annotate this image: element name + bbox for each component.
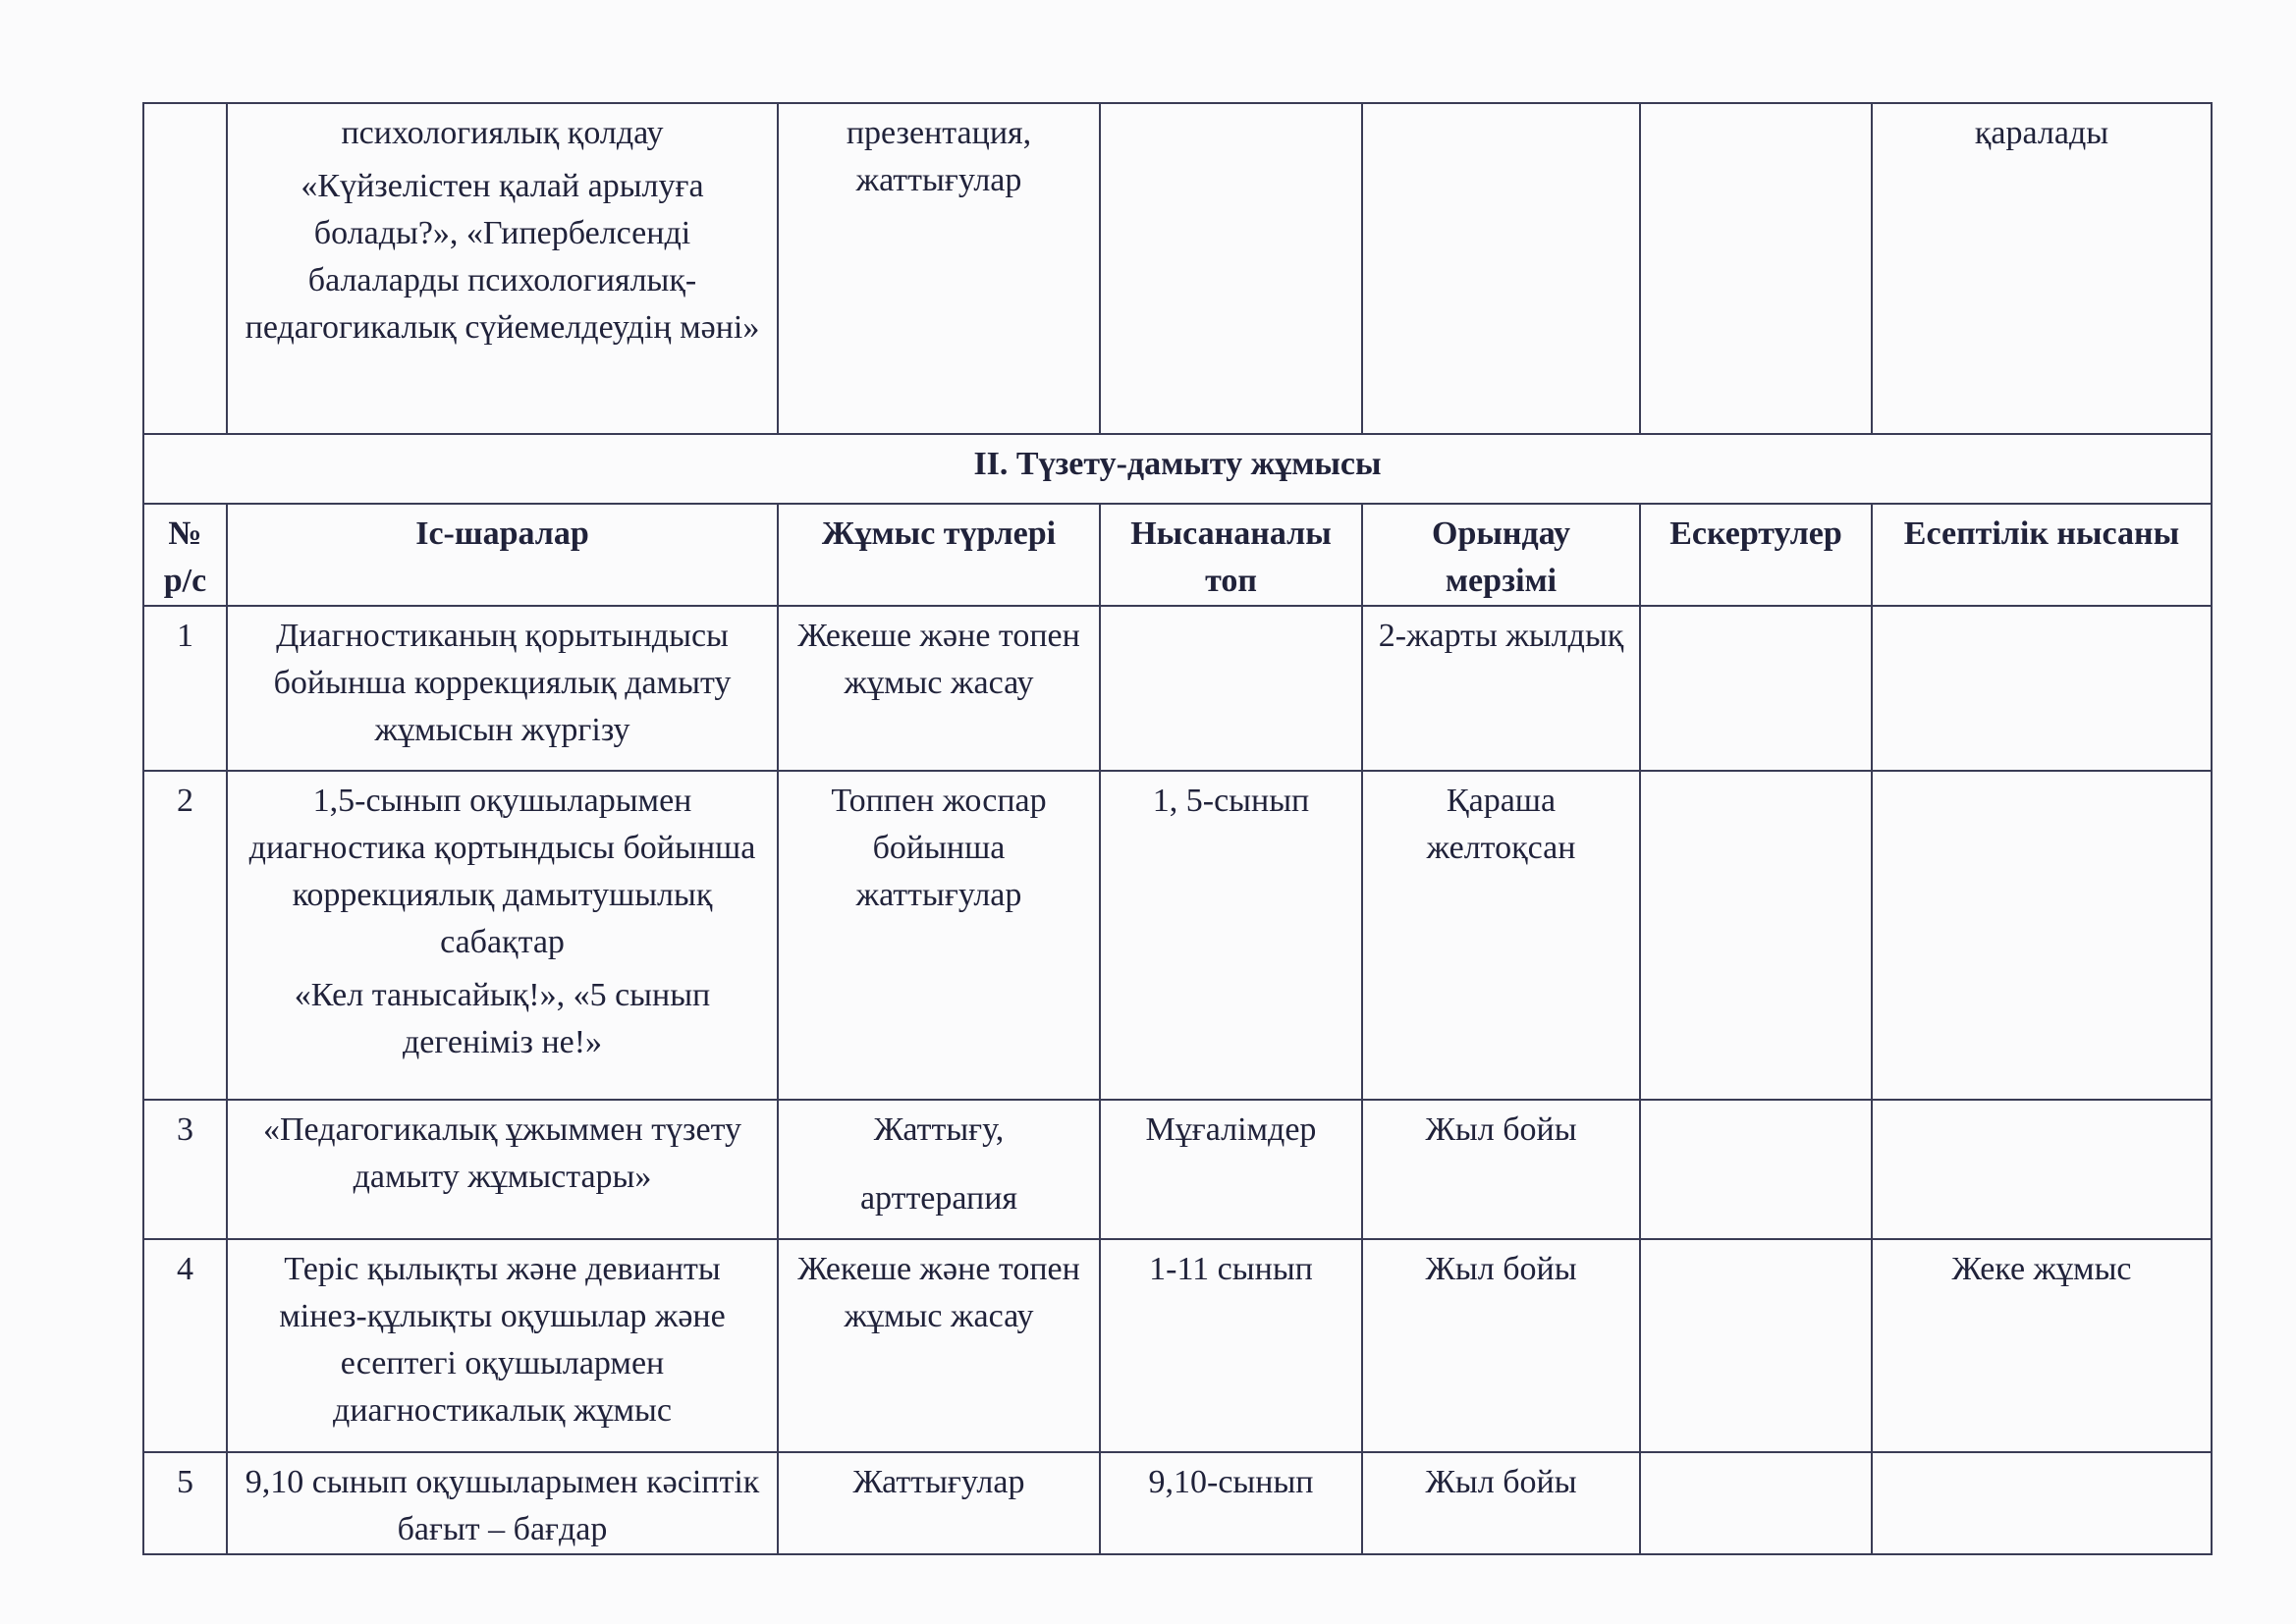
row-activity (227, 1452, 778, 1554)
row-target-group: 1-11 сынып (1100, 1239, 1362, 1452)
row-target-group: 1, 5-сынып (1100, 771, 1362, 1100)
table-row (143, 1452, 2212, 1554)
row-activity (227, 1100, 778, 1239)
row-activity-text: 9,10 сынып оқушыларымен кәсіптік бағыт – бағдар (245, 1464, 760, 1547)
row-target-group: Мұғалімдер (1100, 1100, 1362, 1239)
row-work-types (778, 1100, 1100, 1239)
row-activity (227, 1239, 778, 1452)
row-activity-extra: «Кел танысайық!», «5 сынып дегеніміз не!» (294, 977, 711, 1060)
row-notes (1640, 1239, 1872, 1452)
row-activity-text: Теріс қылықты және девианты мінез-құлықты оқушылар және есептегі оқушылармен диагностикалық жұмыс (279, 1251, 726, 1429)
row-num: 2 (143, 771, 227, 1100)
row-work-types: Жекеше және топен жұмыс жасау (778, 1239, 1100, 1452)
row-notes (1640, 1452, 1872, 1554)
row-work-types: Топпен жоспар бойынша жаттығулар (778, 771, 1100, 1100)
row-notes (1640, 1100, 1872, 1239)
row-num: 4 (143, 1239, 227, 1452)
header-report-form: Есептілік нысаны (1872, 504, 2212, 606)
row-deadline: Жыл бойы (1362, 1100, 1640, 1239)
row-activity-text: Диагностиканың қорытындысы бойынша коррекциялық дамыту жұмысын жүргізу (273, 618, 732, 748)
row-activity (227, 606, 778, 771)
row-deadline: Қараша желтоқсан (1362, 771, 1640, 1100)
row-activity-text: «Педагогикалық ұжыммен түзету дамыту жұмыстары» (263, 1111, 741, 1195)
activity-title: психологиялық қолдау (341, 115, 664, 151)
row-report-form (1872, 606, 2212, 771)
row-report-form (1872, 1452, 2212, 1554)
row-deadline: Жыл бойы (1362, 1452, 1640, 1554)
row-work-types-line2: арттерапия (859, 1180, 1018, 1217)
cell-work-types (778, 103, 1100, 434)
header-num: № р/с (143, 504, 227, 606)
cell-report-form (1872, 103, 2212, 434)
cell-deadline (1362, 103, 1640, 434)
cell-num (143, 103, 227, 434)
row-work-types: Жаттығулар (778, 1452, 1100, 1554)
row-notes (1640, 771, 1872, 1100)
table-row (143, 771, 2212, 1100)
section-title: II. Түзету-дамыту жұмысы (143, 434, 2212, 504)
row-num: 3 (143, 1100, 227, 1239)
cell-activity (227, 103, 778, 434)
table-row (143, 1100, 2212, 1239)
row-report-form (1872, 771, 2212, 1100)
cell-target-group (1100, 103, 1362, 434)
row-report-form: Жеке жұмыс (1872, 1239, 2212, 1452)
header-notes: Ескертулер (1640, 504, 1872, 606)
header-deadline: Орындау мерзімі (1362, 504, 1640, 606)
header-row (143, 504, 2212, 606)
header-target-group: Нысананалы топ (1100, 504, 1362, 606)
cell-notes (1640, 103, 1872, 434)
row-deadline: 2-жарты жылдық (1362, 606, 1640, 771)
row-notes (1640, 606, 1872, 771)
work-types-line2: жаттығулар (855, 162, 1022, 198)
work-plan-table (142, 102, 2213, 1555)
row-activity-text: 1,5-сынып оқушыларымен диагностика қортындысы бойынша коррекциялық дамытушылық сабақтар (248, 783, 756, 960)
table-row (143, 606, 2212, 771)
header-work-types: Жұмыс түрлері (778, 504, 1100, 606)
row-num: 1 (143, 606, 227, 771)
row-work-types-line1: Жаттығу, (873, 1111, 1005, 1148)
row-report-form (1872, 1100, 2212, 1239)
row-work-types: Жекеше және топен жұмыс жасау (778, 606, 1100, 771)
section-heading-row (143, 434, 2212, 504)
work-types-line1: презентация, (846, 115, 1032, 151)
row-target-group: 9,10-сынып (1100, 1452, 1362, 1554)
activity-topics: «Күйзелістен қалай арылуға болады?», «Гипербелсенді балаларды психологиялық-педагогикалық сүйемелдеудің мәні» (245, 168, 760, 346)
row-target-group (1100, 606, 1362, 771)
continuation-row (143, 103, 2212, 434)
row-activity (227, 771, 778, 1100)
row-num: 5 (143, 1452, 227, 1554)
report-text: қаралады (1974, 115, 2109, 151)
header-activity: Іс-шаралар (227, 504, 778, 606)
row-deadline: Жыл бойы (1362, 1239, 1640, 1452)
table-row (143, 1239, 2212, 1452)
